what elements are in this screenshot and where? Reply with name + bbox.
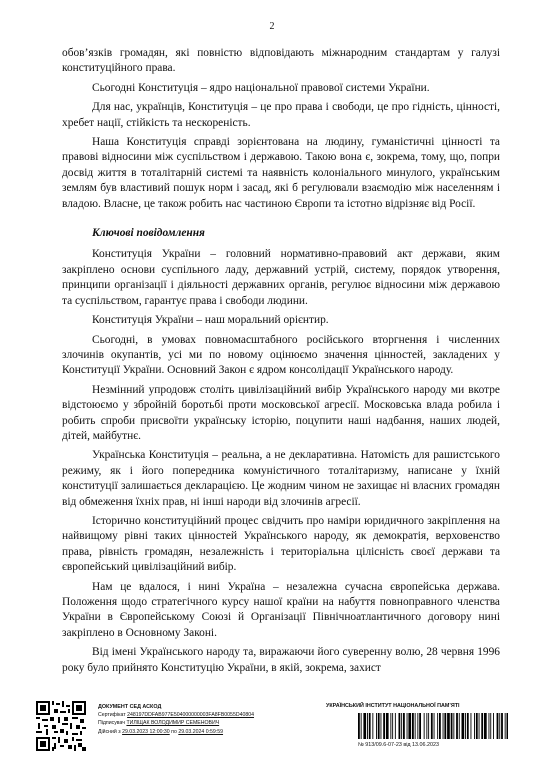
doc-title: ДОКУМЕНТ СЕД АСКОД	[98, 704, 162, 710]
paragraph: Конституція України – наш моральний орієнтир.	[92, 314, 329, 327]
page-number: 2	[269, 21, 275, 32]
paragraph: Від імені Українського народу та, виражаючи його суверенну волю, 28 червня 1996 року було прийнято Конституцію України, в якій, зокрема, захист	[62, 646, 500, 674]
valid-from: 29.03.2023 12:00:30	[122, 728, 170, 735]
validity-line	[98, 728, 318, 736]
paragraph: обов’язків громадян, які повністю відповідають міжнародним стандартам у галузі конституційного права.	[62, 47, 500, 75]
valid-label: Дійсний з	[98, 728, 121, 735]
cert-value: 248197DDFAB977E504000000003FA8FB0055D40804	[127, 712, 255, 719]
paragraph: Нам це вдалося, і нині Україна – незалежна сучасна європейська держава. Положення щодо стратегічного курсу нашої країни на набуття повноправного членства України в Європейському Союзі й Організації Північноатлантичного договору нині закріплено в Основному Законі.	[62, 580, 500, 639]
signer-label: Підписувач	[98, 720, 125, 727]
paragraph: Незмінний упродовж століть цивілізаційний вибір Українського народу ми вкотре відстоюємо у збройній боротьбі проти московської агресії. Московська влада робила і робить спроби присвоїти українську історію, поцупити наші надбання, наших людей, дітей, майбутнє.	[62, 383, 500, 442]
signature-footer	[36, 701, 514, 757]
valid-to-label: по	[171, 728, 177, 735]
paragraph: Сьогодні, в умовах повномасштабного російського вторгнення і численних злочинів окупантів, усі ми по новому оцінюємо значення цінностей, закладених у Конституції України. Основний Закон є ядром консолідації Українського народу.	[62, 333, 500, 377]
document-body	[62, 46, 500, 680]
signer-value: ТИЛІЩАК ВОЛОДИМИР СЕМЕНОВИЧ	[126, 720, 220, 727]
cert-label: Сертифікат	[98, 712, 126, 719]
barcode-icon	[358, 713, 508, 739]
signer-line	[98, 719, 318, 727]
paragraph: Для нас, українців, Конституція – це про права і свободи, це про гідність, цінності, хребет нації, стійкість та нескореність.	[62, 101, 500, 129]
cert-line	[98, 711, 318, 719]
signature-info	[98, 703, 318, 736]
valid-to: 29.03.2024 0:59:59	[178, 728, 224, 735]
section-heading: Ключові повідомлення	[92, 227, 205, 240]
paragraph: Наша Конституція справді зорієнтована на людину, гуманістичні цінності та правові відносини між суспільством і державою. Такою вона є, зокрема, тому, що, попри досвід життя в тоталітарній системі та наявність колоніального минулого, українським землям був властивий пошук норм і засад, які б регулювали взаємодію між населенням і владою. Власне, це також робить нас частиною Європи та істотно відрізняє від Росії.	[62, 136, 500, 210]
institute-name: УКРАЇНСЬКИЙ ІНСТИТУТ НАЦІОНАЛЬНОЇ ПАМ’ЯТІ	[326, 703, 460, 709]
paragraph: Конституція України – головний нормативно-правовий акт держави, яким закріплено основи суспільного ладу, державний устрій, систему, порядок утворення, принципи організації і діяльності державних органів, регулює відносини між державою та суспільством, гарантує права і свободи людини.	[62, 248, 500, 307]
paragraph: Історично конституційний процес свідчить про наміри юридичного закріплення на найвищому рівні таких цінностей Українського народу, як демократія, верховенство права, рівність громадян, незалежність і територіальна цілісність своєї держави та європейський цивілізаційний вибір.	[62, 514, 500, 574]
qr-code-icon	[36, 701, 86, 751]
paragraph: Сьогодні Конституція – ядро національної правової системи України.	[92, 81, 430, 94]
registration-number: № 913/09.6-07-23 від 13.06.2023	[358, 742, 440, 748]
paragraph: Українська Конституція – реальна, а не декларативна. Натомість для рашистського режиму, як і його попередника комуністичного тоталітаризму, написане у їхній конституції залишається декларацією. Це жодним чином не захищає ні власних громадян від обмеження їхніх прав, ні інші народи від злочинів агресії.	[62, 449, 500, 508]
